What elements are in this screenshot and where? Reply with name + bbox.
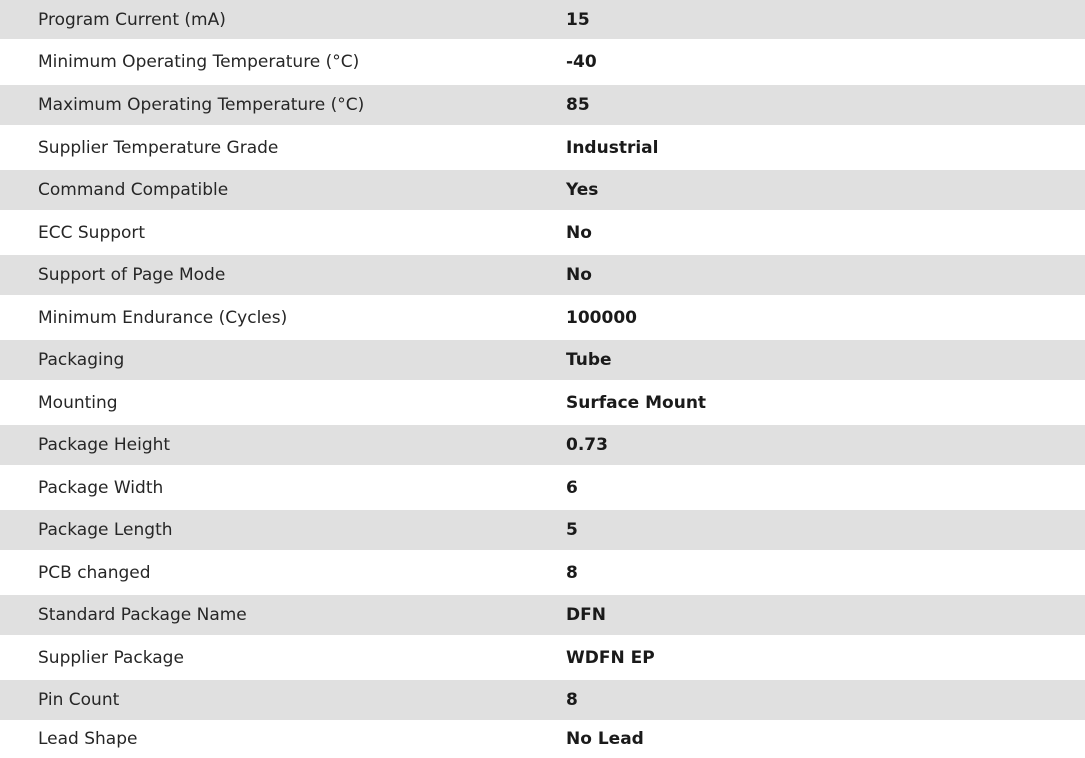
spec-label: Pin Count [38,690,120,710]
spec-label: Supplier Temperature Grade [38,137,279,158]
spec-value: 0.73 [566,435,608,455]
spec-label: Program Current (mA) [38,9,226,30]
spec-label: Package Height [38,435,171,455]
spec-row-command-compatible [0,170,1085,210]
spec-value: 85 [566,95,590,115]
spec-label: Support of Page Mode [38,265,226,285]
spec-label: Mounting [38,392,118,413]
spec-value: 6 [566,477,578,498]
spec-row-package-height [0,425,1085,465]
spec-value: No [566,265,592,285]
spec-label: Minimum Endurance (Cycles) [38,307,288,328]
spec-row-pin-count [0,680,1085,720]
spec-value: -40 [566,52,597,72]
spec-label: Maximum Operating Temperature (°C) [38,95,365,115]
spec-value: 15 [566,9,590,30]
spec-row-max-operating-temperature [0,85,1085,125]
spec-row-pcb-changed [0,550,1085,595]
spec-value: Surface Mount [566,392,707,413]
spec-value: WDFN EP [566,647,655,668]
spec-row-ecc-support [0,210,1085,255]
spec-value: 5 [566,520,578,540]
spec-value: Tube [566,350,612,370]
spec-value: No [566,222,592,243]
spec-row-packaging [0,340,1085,380]
spec-label: PCB changed [38,562,151,583]
spec-label: Package Length [38,520,173,540]
spec-row-minimum-endurance [0,295,1085,340]
spec-value: Industrial [566,137,659,158]
spec-value: No Lead [566,728,644,749]
spec-row-package-width [0,465,1085,510]
spec-label: ECC Support [38,222,146,243]
spec-value: Yes [566,180,599,200]
spec-label: Supplier Package [38,647,184,668]
spec-label: Package Width [38,477,164,498]
spec-value: 8 [566,562,578,583]
spec-value: DFN [566,605,606,625]
spec-label: Standard Package Name [38,605,247,625]
spec-value: 8 [566,690,578,710]
spec-row-lead-shape [0,720,1085,757]
spec-row-support-of-page-mode [0,255,1085,295]
spec-row-program-current [0,0,1085,39]
spec-value: 100000 [566,307,637,328]
spec-row-min-operating-temperature [0,39,1085,85]
spec-label: Lead Shape [38,728,138,749]
spec-label: Packaging [38,350,125,370]
spec-label: Command Compatible [38,180,229,200]
spec-label: Minimum Operating Temperature (°C) [38,52,360,72]
spec-row-mounting [0,380,1085,425]
spec-row-supplier-package [0,635,1085,680]
spec-row-supplier-temperature-grade [0,125,1085,170]
spec-row-standard-package-name [0,595,1085,635]
spec-row-package-length [0,510,1085,550]
